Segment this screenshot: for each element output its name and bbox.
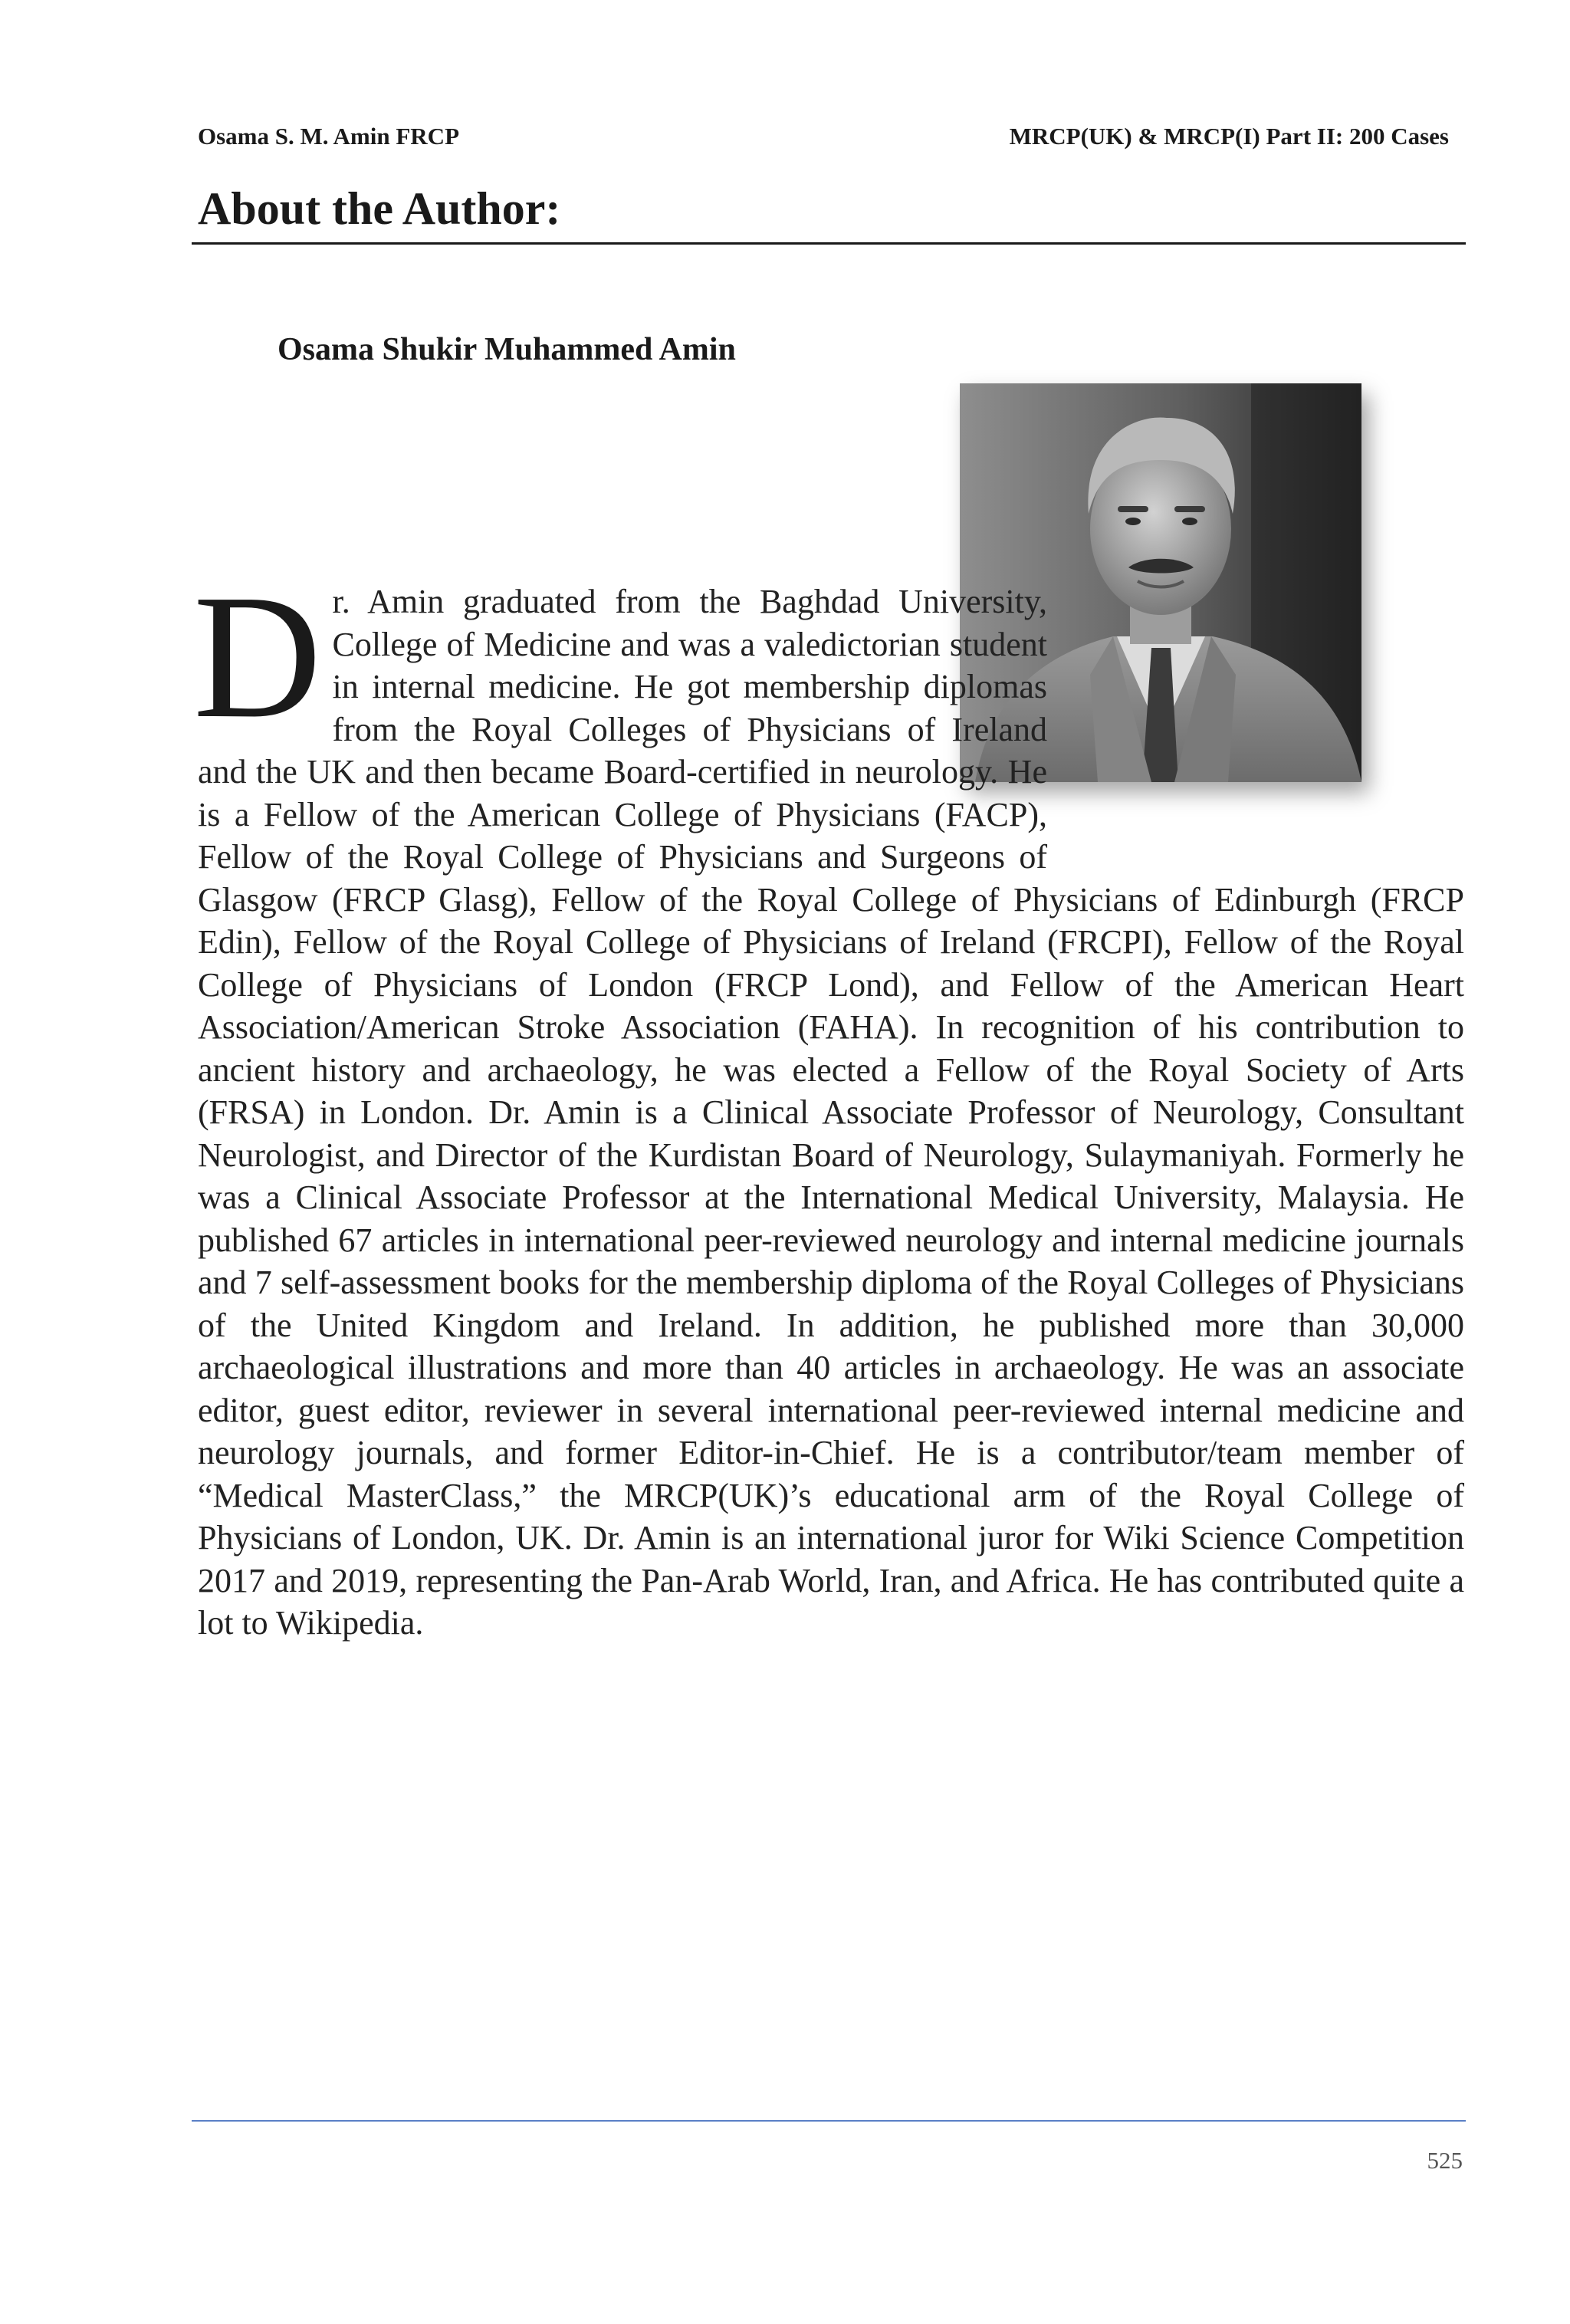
title-divider	[192, 242, 1466, 245]
author-name: Osama Shukir Muhammed Amin	[278, 332, 736, 367]
page-number: 525	[1427, 2147, 1463, 2174]
running-head-author: Osama S. M. Amin FRCP	[198, 123, 459, 150]
section-title: About the Author:	[198, 183, 561, 234]
author-biography	[193, 558, 1464, 1645]
biography-text: r. Amin graduated from the Baghdad University, College of Medicine and was a valedictorian student in internal medicine. He got membership diplomas from the Royal Colleges of Physicians of Ireland and the UK and then became Board-certified in neurology. He is a Fellow of the American College of Physicians (FACP), Fellow of the Royal College of Physicians and Surgeons of Glasgow (FRCP Glasg), Fellow of the Royal College of Physicians of Edinburgh (FRCP Edin), Fellow of the Royal College of Physicians of Ireland (FRCPI), Fellow of the Royal College of Physicians of London (FRCP Lond), and Fellow of the American Heart Association/American Stroke Association (FAHA). In recognition of his contribution to ancient history and archaeology, he was elected a Fellow of the Royal Society of Arts (FRSA) in London. Dr. Amin is a Clinical Associate Professor of Neurology, Consultant Neurologist, and Director of the Kurdistan Board of Neurology, Sulaymaniyah. Formerly he was a Clinical Associate Professor at the International Medical University, Malaysia. He published 67 articles in international peer-reviewed neurology and internal medicine journals and 7 self-assessment books for the membership diploma of the Royal Colleges of Physicians of the United Kingdom and Ireland. In addition, he published more than 30,000 archaeological illustrations and more than 40 articles in archaeology. He was an associate editor, guest editor, reviewer in several international peer-reviewed internal medicine and neurology journals, and former Editor-in-Chief. He is a contributor/team member of “Medical MasterClass,” the MRCP(UK)’s educational arm of the Royal College of Physicians of London, UK. Dr. Amin is an international juror for Wiki Science Competition 2017 and 2019, representing the Pan-Arab World, Iran, and Africa. He has contributed quite a lot to Wikipedia.	[198, 583, 1464, 1642]
running-head-book-title: MRCP(UK) & MRCP(I) Part II: 200 Cases	[1009, 123, 1449, 150]
footer-divider	[192, 2120, 1466, 2122]
portrait-wrap-spacer	[1047, 580, 1464, 864]
drop-cap: D	[193, 558, 322, 755]
